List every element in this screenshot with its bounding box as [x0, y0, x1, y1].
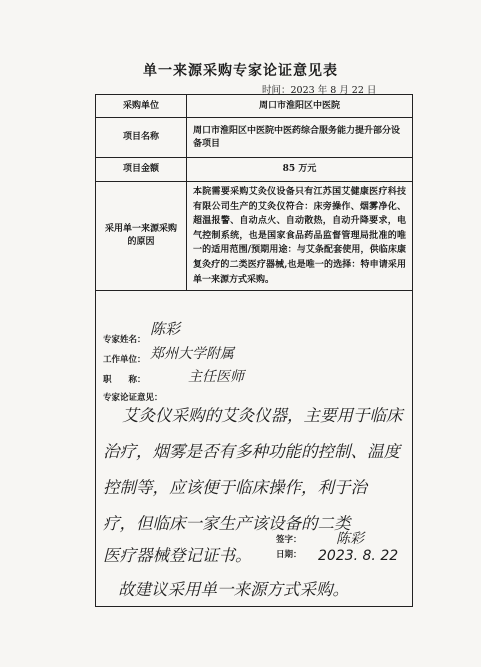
table-row	[96, 118, 413, 158]
title-handwriting: 主任医师	[188, 369, 244, 385]
expert-name-label: 专家姓名：	[103, 335, 146, 345]
project-name-value: 周口市淮阳区中医院中医药综合服务能力提升部分设备项目	[187, 118, 413, 158]
document-title: 单一来源采购专家论证意见表	[143, 63, 338, 79]
table-row	[96, 158, 413, 182]
project-name-label: 项目名称	[96, 118, 187, 158]
reason-label: 采用单一来源采购的原因	[96, 182, 187, 291]
opinion-line: 艾灸仪采购的艾灸仪器，主要用于临床	[122, 406, 403, 425]
title-label: 职 称：	[103, 375, 146, 385]
opinion-line: 控制等，应该便于临床操作，利于治	[103, 478, 367, 497]
table-row	[96, 182, 413, 291]
work-unit-handwriting: 郑州大学附属	[150, 346, 234, 362]
opinion-line: 故建议采用单一来源方式采购。	[118, 580, 349, 599]
purchaser-value: 周口市淮阳区中医院	[187, 95, 413, 118]
amount-value: 85 万元	[187, 158, 413, 182]
signature-label: 签字：	[276, 535, 302, 545]
reason-value: 本院需要采购艾灸仪设备只有江苏国艾健康医疗科技有限公司生产的艾灸仪符合：床旁操作、烟雾净化、超温报警、自动点火、自动散热，自动升降要求，电气控制系统，也是国家食品药品监督管理局批准的唯一的适用范围/预期用途：与艾条配套使用，供临床康复灸疗的二类医疗器械,也是唯一的选择：特申请采用单一来源方式采购。	[187, 182, 413, 291]
document-time: 时间：2023 年 8 月 22 日	[262, 85, 377, 96]
date-label: 日期：	[276, 550, 302, 560]
table-row	[96, 95, 413, 118]
work-unit-label: 工作单位：	[103, 355, 146, 365]
info-table	[95, 94, 413, 291]
opinion-line: 医疗器械登记证书。	[103, 546, 252, 565]
purchaser-label: 采购单位	[96, 95, 187, 118]
amount-label: 项目金额	[96, 158, 187, 182]
signature-handwriting: 陈彩	[336, 531, 364, 547]
opinion-line: 疗，但临床一家生产该设备的二类	[103, 514, 351, 533]
opinion-line: 治疗，烟雾是否有多种功能的控制、温度	[103, 442, 400, 461]
expert-name-handwriting: 陈彩	[150, 320, 181, 338]
date-handwriting: 2023. 8. 22	[318, 548, 399, 564]
opinion-label: 专家论证意见：	[103, 393, 163, 403]
